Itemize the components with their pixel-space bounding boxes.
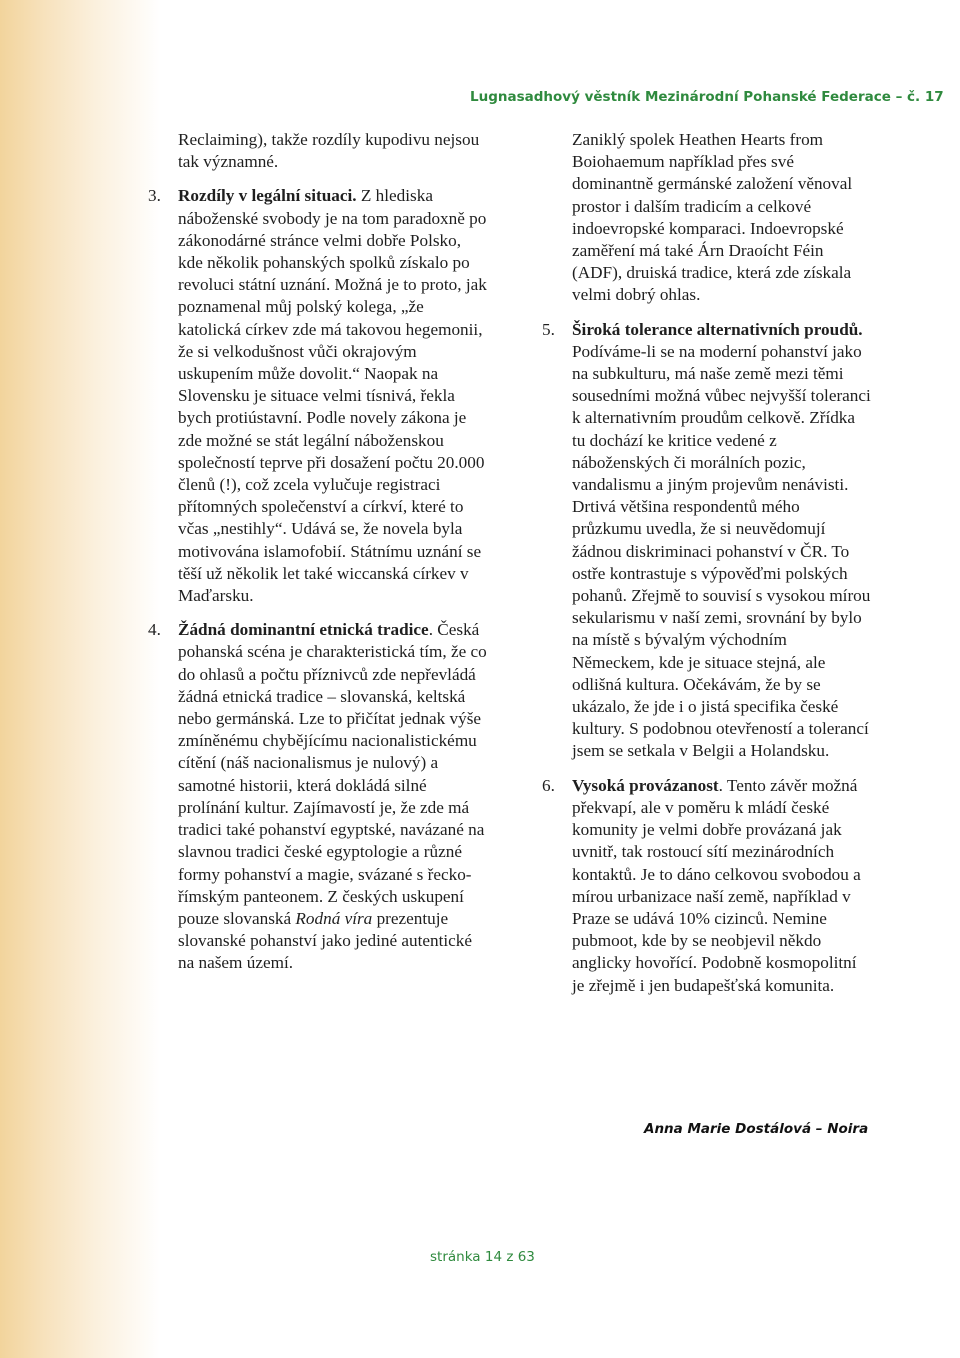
item-number: 3. (148, 186, 161, 206)
item-number: 4. (148, 620, 161, 640)
list-item-4 (148, 619, 488, 974)
list-item-continued (542, 129, 872, 307)
item-heading: Široká tolerance alternativních proudů. (572, 319, 863, 339)
item-body: Podíváme-li se na moderní pohanství jako na subkulturu, má naše země mezi těmi sousedními možná vůbec nejvyšší toleranci k alternativním proudům celkově. Zřídka tu dochází ke kritice vedené z náboženských či morálních pozic, vandalismu a jiným projevům nenávisti. Drtivá většina respondentů mého průzkumu uvedla, že si neuvědomují žádnou diskriminaci pohanství v ČR. To ostře kontrastuje s výpověďmi polských pohanů. Zřejmě to souvisí s vysokou mírou sekularismu v naší zemi, srovnání by bylo na místě s bývalým východním Německem, kde je situace stejná, ale odlišná kultura. Očekávám, že by se ukázalo, že jde i o jistá specifika české kultury. S podobnou otevřeností a tolerancí jsem se setkala v Belgii a Holandsku. (572, 341, 871, 761)
item-heading-end: . (428, 620, 433, 640)
list-item-continued (148, 129, 488, 173)
intro-paragraph: Reclaiming), takže rozdíly kupodivu nejsou tak významné. (178, 130, 480, 172)
page-number: stránka 14 z 63 (430, 1249, 535, 1265)
item-number: 5. (542, 319, 555, 339)
item-body: Česká pohanská scéna je charakteristická tím, že co do ohlasů a počtu příznivců zde nepřevládá žádná etnická tradice – slovanská, keltská nebo germánská. Lze to přičítat jednak výše zmíněnému chybějícímu nacionalistickému cítění (náš nacionalismus je nulový) a samotné historii, která dokládá silné prolínání kultur. Zajímavostí je, že zde má tradici také pohanství egyptské, navázané na slavnou tradici české egyptologie a různé formy pohanství a magie, svázané s řecko-římským panteonem. Z českých uskupení pouze slovanská (178, 620, 487, 928)
item-text (572, 775, 872, 997)
item-body: . Tento závěr možná překvapí, ale v poměru k mládí české komunity je velmi dobře provázaná jak uvnitř, tak rostoucí sítí mezinárodních kontaktů. Je to dáno celkovou svobodou a mírou urbanizace naší země, například v Praze se udává 10% cizinců. Nemine pubmoot, kde by se neobjevil někdo anglicky hovořící. Podobně kosmopolitní je zřejmě i jen budapešťská komunita. (572, 775, 861, 995)
item-body-end: prezentuje slovanské pohanství jako jediné autentické na našem území. (178, 908, 473, 973)
list-item-5 (542, 319, 872, 763)
item-heading: Rozdíly v legální situaci. (178, 186, 357, 206)
right-column (542, 129, 872, 997)
item-number: 6. (542, 775, 555, 795)
italic-term: Rodná víra (295, 908, 373, 928)
list-item-6 (542, 775, 872, 997)
item-text (178, 619, 488, 974)
item-body: Z hlediska náboženské svobody je na tom paradoxně po zákonodárné stránce velmi dobře Polsko, kde několik pohanských spolků získalo po revoluci státní uznání. Možná je to proto, jak poznamenal můj polský kolega, „že katolická církev zde má takovou hegemonii, že si velkodušnost vůči okrajovým uskupením může dovolit.“ Naopak na Slovensku je situace velmi tísnivá, řekla bych protiústavní. Podle novely zákona je zde možné se stát legální náboženskou společností teprve při dosažení počtu 20.000 členů (!), což zcela vylučuje registraci přítomných společenství a církví, které to včas „nestihly“. Udává se, že novela byla motivována islamofobií. Státnímu uznání se těší už několik let také wiccanská církev v Maďarsku. (178, 186, 487, 606)
left-column (148, 129, 488, 975)
intro-paragraph: Zaniklý spolek Heathen Hearts from Boiohaemum například přes své dominantně germánské založení věnoval prostor i dalším tradicím a celkové indoevropské komparaci. Indoevropské zaměření má také Árn Draoícht Féin (ADF), druiská tradice, která zde získala velmi dobrý ohlas. (572, 130, 853, 305)
item-heading: Žádná dominantní etnická tradice (178, 620, 429, 640)
item-text (572, 319, 872, 763)
newsletter-header: Lugnasadhový věstník Mezinárodní Pohanské Federace – č. 17 (470, 89, 944, 105)
item-heading: Vysoká provázanost (572, 775, 719, 795)
item-text (178, 185, 488, 607)
list-item-3 (148, 185, 488, 607)
author-signature: Anna Marie Dostálová – Noira (644, 1121, 869, 1137)
